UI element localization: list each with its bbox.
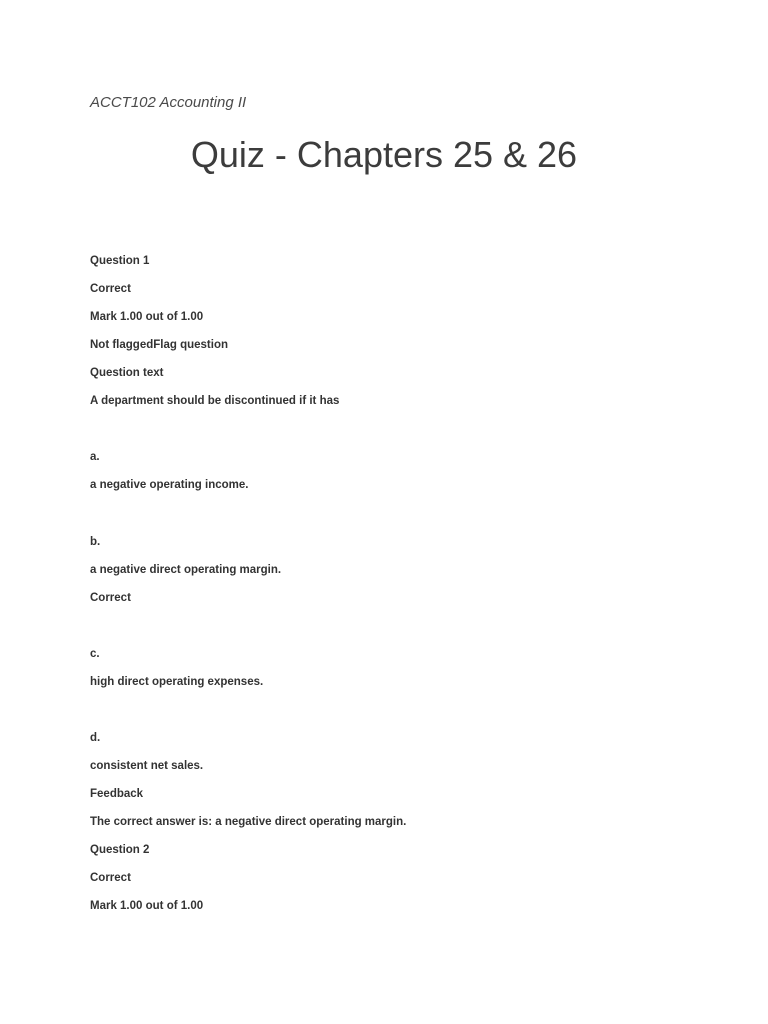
question-1-prompt: A department should be discontinued if it has bbox=[90, 395, 340, 407]
page-title: Quiz - Chapters 25 & 26 bbox=[190, 134, 578, 175]
question-1-mark: Mark 1.00 out of 1.00 bbox=[90, 311, 204, 323]
question-2-heading: Question 2 bbox=[90, 844, 150, 856]
option-c-letter[interactable]: c. bbox=[90, 648, 100, 660]
question-1-flag-toggle[interactable]: Not flaggedFlag question bbox=[90, 339, 228, 351]
option-d-letter[interactable]: d. bbox=[90, 732, 101, 744]
feedback-text: The correct answer is: a negative direct operating margin. bbox=[90, 816, 407, 828]
question-1-text-label: Question text bbox=[90, 367, 164, 379]
option-b-correct-marker: Correct bbox=[90, 592, 131, 604]
option-d-text[interactable]: consistent net sales. bbox=[90, 760, 204, 772]
option-c-text[interactable]: high direct operating expenses. bbox=[90, 676, 264, 688]
course-name: ACCT102 Accounting II bbox=[90, 94, 247, 111]
feedback-label: Feedback bbox=[90, 788, 144, 800]
option-b-text[interactable]: a negative direct operating margin. bbox=[90, 564, 282, 576]
question-2-mark: Mark 1.00 out of 1.00 bbox=[90, 900, 204, 912]
question-2-status: Correct bbox=[90, 872, 131, 884]
question-1-heading: Question 1 bbox=[90, 255, 150, 267]
option-a-letter[interactable]: a. bbox=[90, 451, 100, 463]
option-b-letter[interactable]: b. bbox=[90, 536, 101, 548]
question-1-status: Correct bbox=[90, 283, 131, 295]
option-a-text[interactable]: a negative operating income. bbox=[90, 479, 249, 491]
